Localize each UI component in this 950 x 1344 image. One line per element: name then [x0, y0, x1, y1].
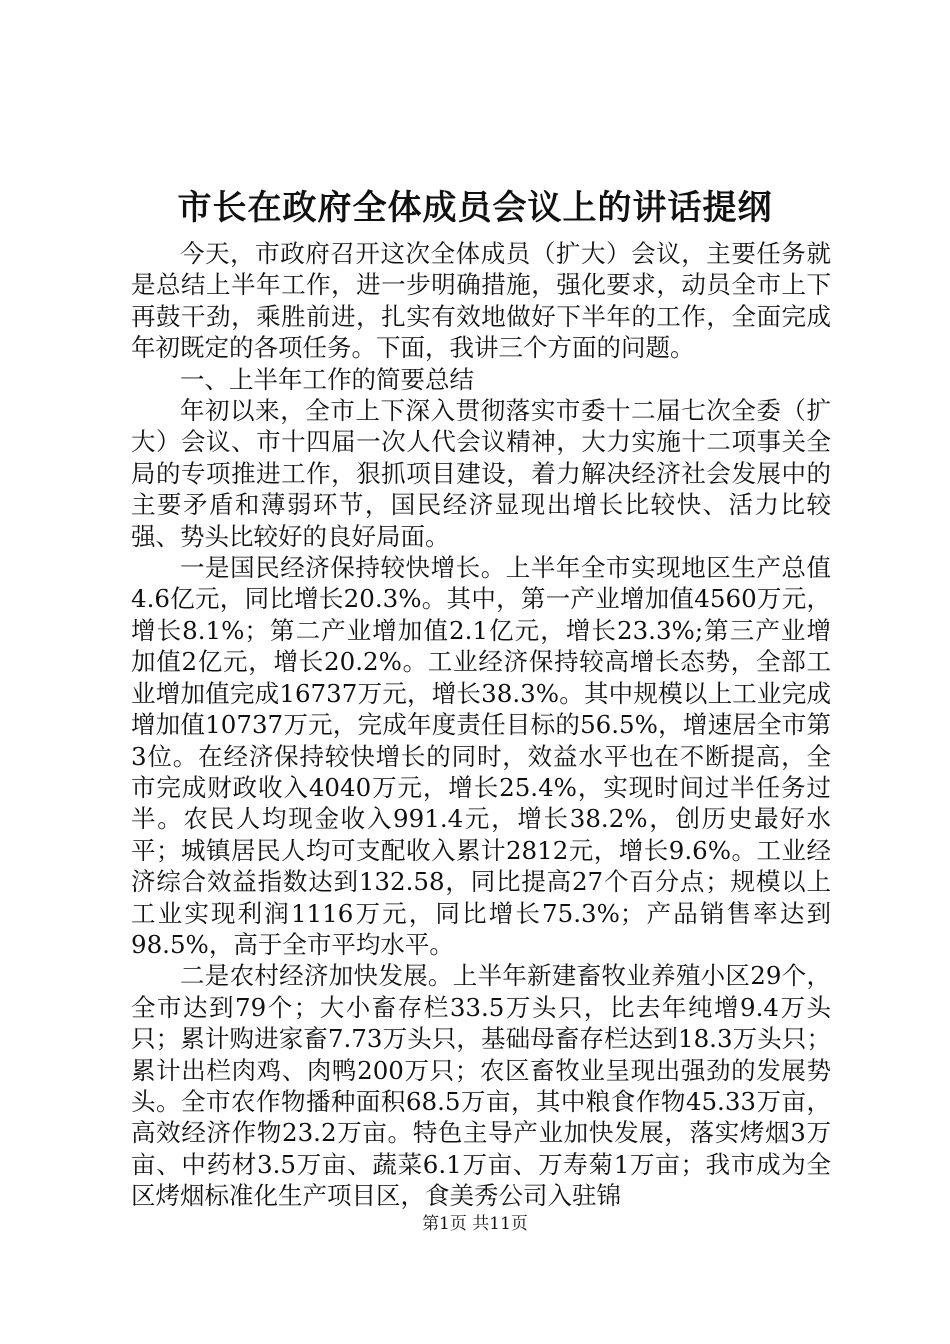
- paragraph-economy: 一是国民经济保持较快增长。上半年全市实现地区生产总值4.6亿元，同比增长20.3%。其中，第一产业增加值4560万元，增长8.1%；第二产业增加值2.1亿元，增长23.3%;第三产业增加值2亿元，增长20.2%。工业经济保持较高增长态势，全部工业增加值完成16737万元，增长38.3%。其中规模以上工业完成增加值10737万元，完成年度责任目标的56.5%，增速居全市第3位。在经济保持较快增长的同时，效益水平也在不断提高，全市完成财政收入4040万元，增长25.4%，实现时间过半任务过半。农民人均现金收入991.4元，增长38.2%，创历史最好水平；城镇居民人均可支配收入累计2812元，增长9.6%。工业经济综合效益指数达到132.58，同比提高27个百分点；规模以上工业实现利润1116万元，同比增长75.3%；产品销售率达到98.5%，高于全市平均水平。: [131, 553, 831, 959]
- document-title: 市长在政府全体成员会议上的讲话提纲: [177, 188, 773, 228]
- paragraph-rural: 二是农村经济加快发展。上半年新建畜牧业养殖小区29个，全市达到79个；大小畜存栏33.5万头只，比去年纯增9.4万头只；累计购进家畜7.73万头只，基础母畜存栏达到18.3万头只；累计出栏肉鸡、肉鸭200万只；农区畜牧业呈现出强劲的发展势头。全市农作物播种面积68.5万亩，其中粮食作物45.33万亩，高效经济作物23.2万亩。特色主导产业加快发展，落实烤烟3万亩、中药材3.5万亩、蔬菜6.1万亩、万寿菊1万亩；我市成为全区烤烟标准化生产项目区，食美秀公司入驻锦: [131, 961, 831, 1211]
- document-body: [131, 238, 831, 1212]
- paragraph-intro: 今天，市政府召开这次全体成员（扩大）会议，主要任务就是总结上半年工作，进一步明确措施，强化要求，动员全市上下再鼓干劲，乘胜前进，扎实有效地做好下半年的工作，全面完成年初既定的各项任务。下面，我讲三个方面的问题。: [131, 239, 831, 363]
- section-heading: 一、上半年工作的简要总结: [180, 364, 474, 394]
- page-number-footer: 第1页 共11页: [422, 1214, 528, 1234]
- paragraph-summary: 年初以来，全市上下深入贯彻落实市委十二届七次全委（扩大）会议、市十四届一次人代会议精神，大力实施十二项事关全局的专项推进工作，狠抓项目建设，着力解决经济社会发展中的主要矛盾和薄弱环节，国民经济显现出增长比较快、活力比较强、势头比较好的良好局面。: [131, 396, 831, 551]
